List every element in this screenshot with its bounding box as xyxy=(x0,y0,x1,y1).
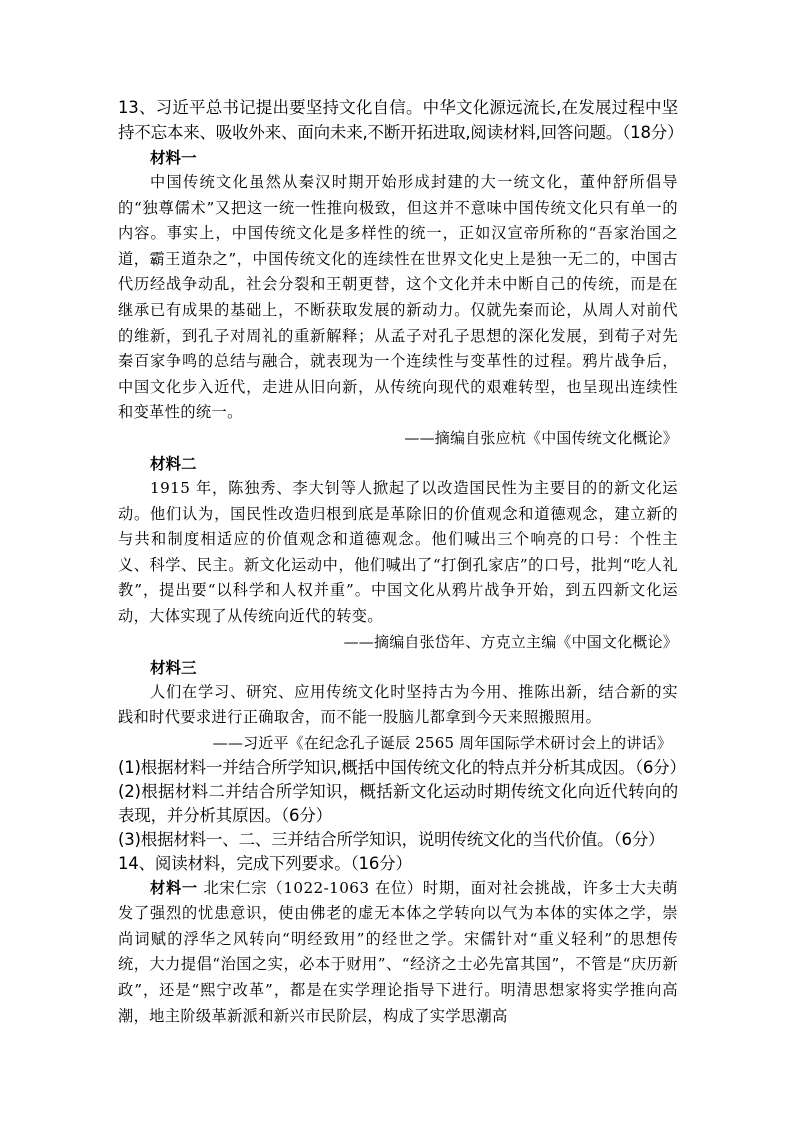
material-3-source: ——习近平《在纪念孔子诞辰 2565 周年国际学术研讨会上的讲话》 xyxy=(212,733,672,752)
q14-material-1-text: 北宋仁宗（1022-1063 在位）时期，面对社会挑战，许多士大夫萌发了强烈的忧患意识，使由佛老的虚无本体之学转向以气为本体的实体之学，崇尚词赋的浮华之风转向“明经致用”的经世之学。宋儒针对“重义轻利”的思想传统，大力提倡“治国之实，必本于财用”、“经济之士必先富其国”，不管是“庆历新政”，还是“熙宁改革”，都是在实学理论指导下进行。明清思想家将实学推向高潮，地主阶级革新派和新兴市民阶层，构成了实学思潮高 xyxy=(118,878,678,1025)
material-2-title: 材料二 xyxy=(150,453,197,473)
question-13-sub-1: (1)根据材料一并结合所学知识,概括中国传统文化的特点并分析其成因。（6分） xyxy=(118,757,686,777)
page-content xyxy=(118,96,686,1029)
material-3-text: 人们在学习、研究、应用传统文化时坚持古为今用、推陈出新，结合新的实践和时代要求进行正确取舍，而不能一股脑儿都拿到今天来照搬照用。 xyxy=(118,682,678,727)
material-2-source: ——摘编自张岱年、方克立主编《中国文化概论》 xyxy=(343,632,678,651)
material-2-text: 1915 年，陈独秀、李大钊等人掀起了以改造国民性为主要目的的新文化运动。他们认为，国民性改造归根到底是革除旧的价值观念和道德观念，建立新的与共和制度相适应的价值观念和道德观念。他们喊出三个响亮的口号：个性主义、科学、民主。新文化运动中，他们喊出了“打倒孔家店”的口号，批判“吃人礼教”，提出要“以科学和人权并重”。中国文化从鸦片战争开始，到五四新文化运动，大体实现了从传统向近代的转变。 xyxy=(118,478,678,625)
material-1-title: 材料一 xyxy=(150,148,197,167)
q14-material-1-title: 材料一 xyxy=(150,878,198,897)
question-14-stem: 14、阅读材料，完成下列要求。（16分） xyxy=(118,853,412,873)
question-13-sub-2: (2)根据材料二并结合所学知识，概括新文化运动时期传统文化向近代转向的表现，并分析其原因。（6分） xyxy=(118,781,678,825)
material-1-source: ——摘编自张应杭《中国传统文化概论》 xyxy=(404,428,678,447)
material-3-title: 材料三 xyxy=(150,657,197,677)
material-1-text: 中国传统文化虽然从秦汉时期开始形成封建的大一统文化，董仲舒所倡导的“独尊儒术”又把这一统一性推向极致，但这并不意味中国传统文化只有单一的内容。事实上，中国传统文化是多样性的统一，正如汉宣帝所称的“吾家治国之道，霸王道杂之”，中国传统文化的连续性在世界文化史上是独一无二的，中国古代历经战争动乱，社会分裂和王朝更替，这个文化并未中断自己的传统，而是在继承已有成果的基础上，不断获取发展的新动力。仅就先秦而论，从周人对前代的维新，到孔子对周礼的重新解释；从孟子对孔子思想的深化发展，到荀子对先秦百家争鸣的总结与融合，就表现为一个连续性与变革性的过程。鸦片战争后，中国文化步入近代，走进从旧向新，从传统向现代的艰难转型，也呈现出连续性和变革性的统一。 xyxy=(118,173,678,422)
question-13-sub-3: (3)根据材料一、二、三并结合所学知识，说明传统文化的当代价值。（6分） xyxy=(118,829,665,849)
question-14-material-1 xyxy=(118,876,678,1030)
question-13-stem: 13、习近平总书记提出要坚持文化自信。中华文化源远流长,在发展过程中坚持不忘本来、吸收外来、面向未来,不断开拓进取,阅读材料,回答问题。（18分） xyxy=(118,98,684,142)
